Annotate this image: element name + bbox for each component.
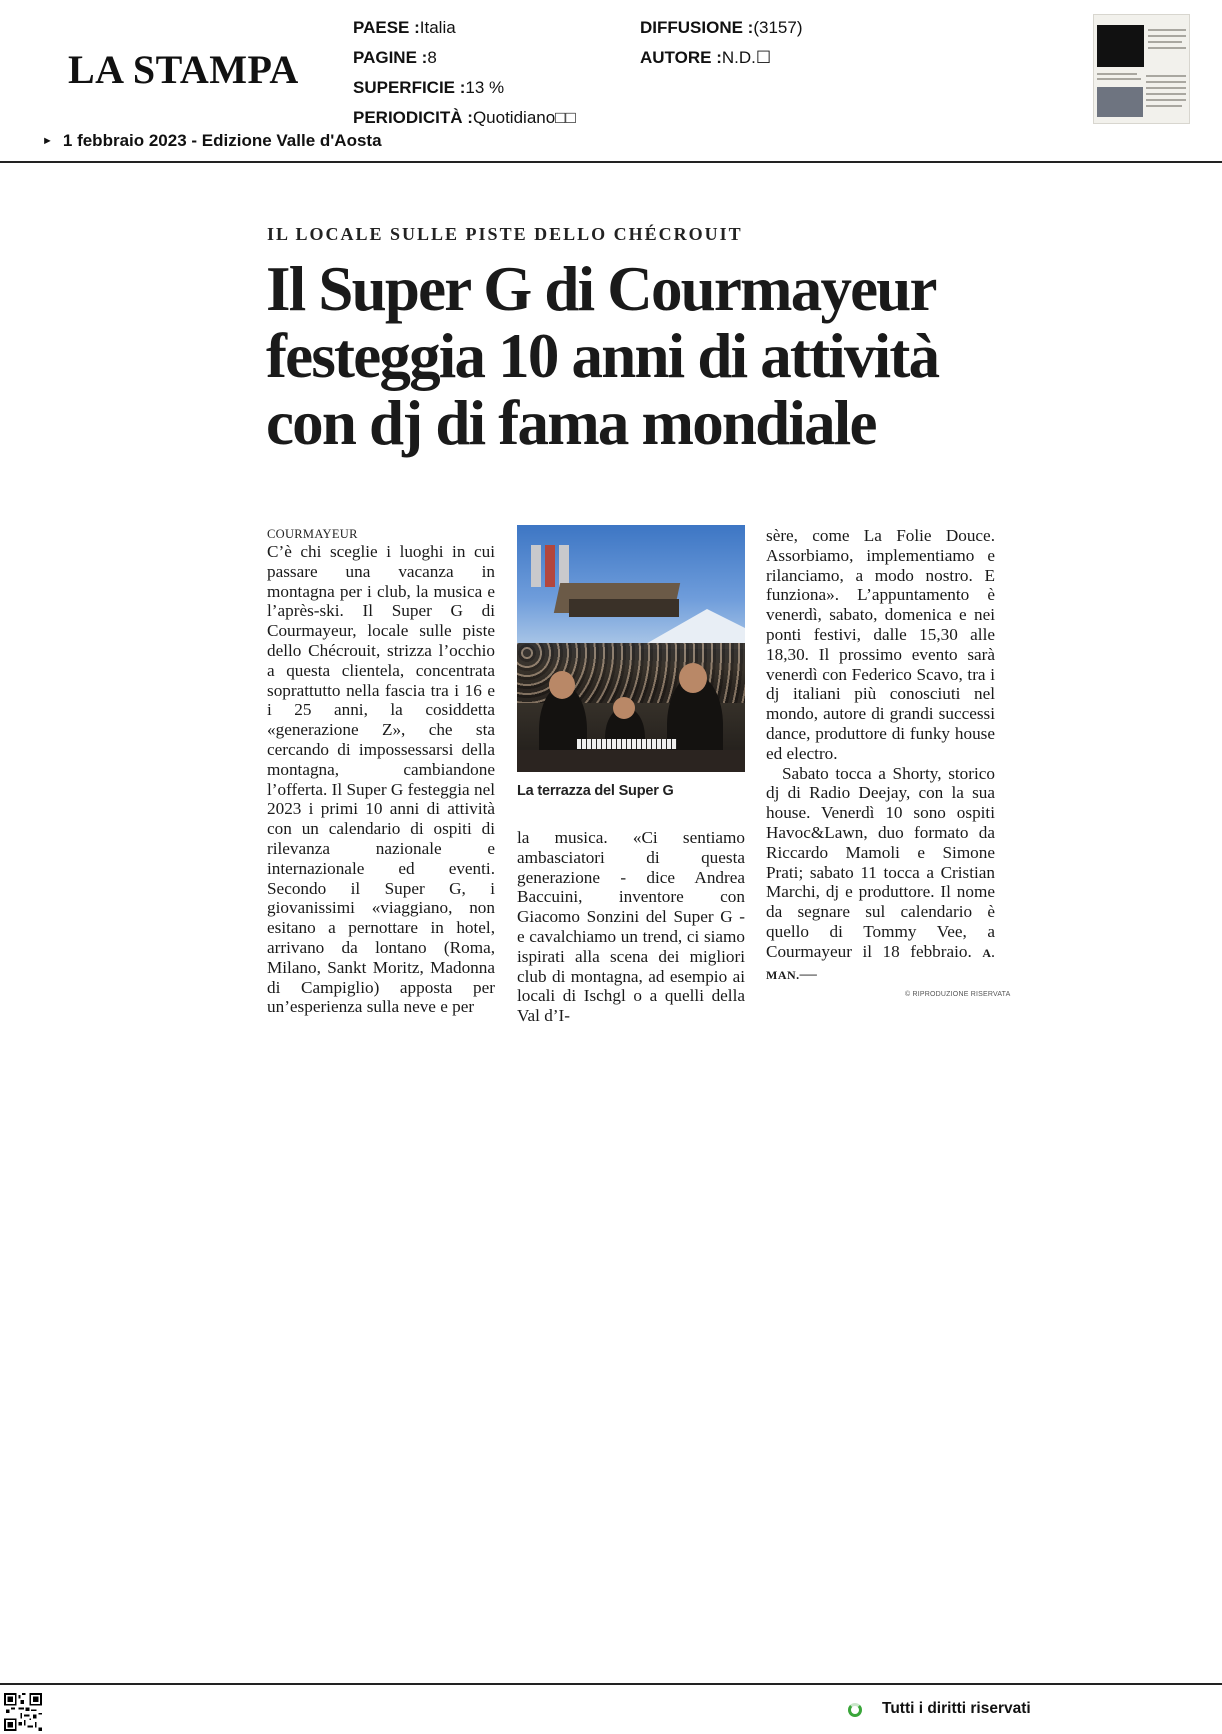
arrow-right-icon: ► [42, 135, 53, 147]
headline-line: con dj di fama mondiale [266, 388, 876, 458]
meta-autore: AUTORE :N.D.☐ [640, 48, 772, 67]
meta-periodicita: PERIODICITÀ :Quotidiano□□ [353, 108, 576, 127]
footer-divider [0, 1683, 1222, 1685]
article-headline [266, 256, 1006, 457]
header-divider [0, 161, 1222, 163]
edition-line [42, 131, 382, 151]
photo-caption: La terrazza del Super G [517, 783, 674, 799]
meta-diffusione: DIFFUSIONE :(3157) [640, 18, 803, 37]
newspaper-logo: LA STAMPA [68, 47, 299, 92]
page-thumbnail[interactable] [1093, 14, 1190, 124]
column-1-text: C’è chi sceglie i luoghi in cui passare una vacanza in montagna per i club, la musica e l’après-ski. Il Super G di Courmayeur, locale sulle piste dello Chécrouit, strizza l’occhio a questa clientela, concentrata soprattutto nella fascia tra i 16 e i 25 anni, la cosiddetta «generazione Z», che sta cercando di impossessarsi della montagna, cambiandone l’offerta. Il Super G festeggia nel 2023 i primi 10 anni di attività con un calendario di ospiti di rilevanza nazionale e internazionale ed eventi. Secondo il Super G, i giovanissimi «viaggiano, non esitano a pernottare in hotel, arrivano da lontano (Roma, Milano, Sankt Moritz, Madonna di Campiglio) apposta per un’esperienza sulla neve e per [267, 542, 495, 1017]
article-column-1 [267, 526, 495, 1017]
meta-paese: PAESE :Italia [353, 18, 456, 37]
author-signature: A. MAN. [766, 945, 995, 982]
article-column-2: la musica. «Ci sentiamo ambasciatori di questa generazione - dice Andrea Baccuini, inventore con Giacomo Sonzini del Super G - e cavalchiamo un trend, ci siamo ispirati alla scena dei migliori club di montagna, ad esempio ai locali di Ischgl o a quelli della Val d’I- [517, 828, 745, 1026]
status-circle-icon [848, 1703, 862, 1717]
column-3-paragraph-1: sère, come La Folie Douce. Assorbiamo, implementiamo e rilanciamo, a modo nostro. E funziona». L’appuntamento è venerdì, sabato, domenica e nei ponti festivi, dalle 15,30 alle 18,30. Il prossimo evento sarà venerdì con Federico Scavo, tra i dj italiani più conosciuti nel mondo, autore di grandi successi dance, produttore di funky house ed electro. [766, 526, 995, 763]
headline-line: Il Super G di Courmayeur [266, 254, 936, 324]
meta-pagine: PAGINE :8 [353, 48, 437, 67]
article-column-3 [766, 526, 995, 985]
meta-superficie: SUPERFICIE :13 % [353, 78, 505, 97]
qr-code-icon [4, 1693, 42, 1731]
edition-date: 1 febbraio 2023 - Edizione Valle d'Aosta [62, 131, 382, 150]
column-3-paragraph-2: Sabato tocca a Shorty, storico dj di Radio Deejay, con la sua house. Venerdì 10 sono ospiti Havoc&Lawn, duo formato da Riccardo Mamoli e Simone Prati; sabato 11 tocca a Cristian Marchi, dj e produttore. Il nome da segnare sul calendario è quello di Tommy Vee, a Courmayeur il 18 febbraio. A. MAN.— [766, 763, 995, 983]
reproduction-notice: © RIPRODUZIONE RISERVATA [905, 991, 1011, 998]
article-kicker: IL LOCALE SULLE PISTE DELLO CHÉCROUIT [267, 224, 743, 244]
footer-rights: Tutti i diritti riservati [882, 1700, 1031, 1717]
article-dateline: COURMAYEUR [267, 527, 358, 541]
article-photo [517, 525, 745, 772]
headline-line: festeggia 10 anni di attività [266, 321, 939, 391]
